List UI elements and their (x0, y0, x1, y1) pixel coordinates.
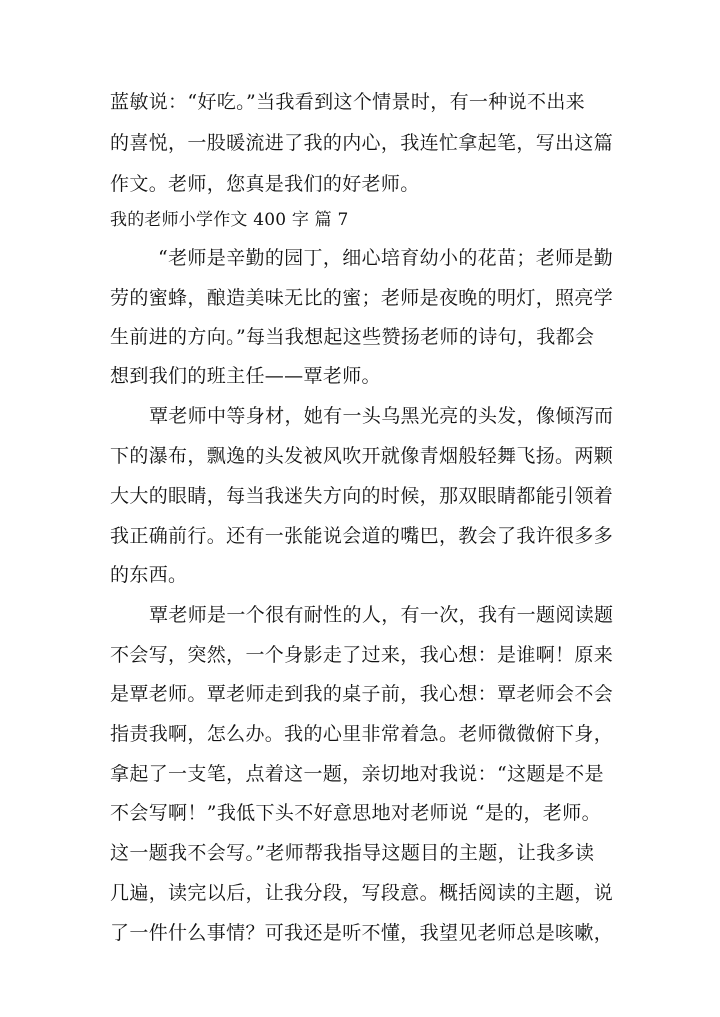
paragraph-line: 的喜悦，一股暖流进了我的内心，我连忙拿起笔，写出这篇 (110, 132, 614, 154)
paragraph-line: “老师是辛勤的园丁，细心培育幼小的花苗；老师是勤 (158, 247, 614, 269)
paragraph-line: 这一题我不会写。”老师帮我指导这题目的主题，让我多读 (110, 842, 595, 864)
paragraph-line: 覃老师中等身材，她有一头乌黑光亮的头发，像倾泻而 (149, 405, 614, 427)
paragraph-line: 作文。老师，您真是我们的好老师。 (110, 173, 420, 195)
paragraph-line: 不会写，突然，一个身影走了过来，我心想：是谁啊！原来 (110, 644, 614, 666)
paragraph-line: 不会写啊！”我低下头不好意思地对老师说 “是的，老师。 (110, 802, 601, 824)
paragraph-line: 了一件什么事情？可我还是听不懂，我望见老师总是咳嗽， (110, 922, 614, 944)
paragraph-line: 拿起了一支笔，点着这一题，亲切地对我说：“这题是不是 (110, 763, 604, 785)
paragraph-line: 下的瀑布，飘逸的头发被风吹开就像青烟般轻舞飞扬。两颗 (110, 445, 614, 467)
paragraph-line: 的东西。 (110, 564, 188, 586)
paragraph-line: 大大的眼睛，每当我迷失方向的时候，那双眼睛都能引领着 (110, 485, 614, 507)
paragraph-line: 想到我们的班主任——覃老师。 (110, 365, 381, 387)
paragraph-line: 几遍，读完以后，让我分段，写段意。概括阅读的主题，说 (110, 882, 614, 904)
paragraph-line: 指责我啊，怎么办。我的心里非常着急。老师微微俯下身， (110, 723, 614, 745)
paragraph-line: 是覃老师。覃老师走到我的桌子前，我心想：覃老师会不会 (110, 683, 614, 705)
section-heading: 我的老师小学作文 400 字 篇 7 (110, 210, 349, 230)
paragraph-line: 劳的蜜蜂，酿造美味无比的蜜；老师是夜晚的明灯，照亮学 (110, 287, 614, 309)
paragraph-line: 蓝敏说：“好吃。”当我看到这个情景时，有一种说不出来 (110, 91, 586, 113)
paragraph-line: 我正确前行。还有一张能说会道的嘴巴，教会了我许很多多 (110, 525, 614, 547)
paragraph-line: 覃老师是一个很有耐性的人，有一次，我有一题阅读题 (149, 604, 614, 626)
paragraph-line: 生前进的方向。”每当我想起这些赞扬老师的诗句，我都会 (110, 326, 595, 348)
